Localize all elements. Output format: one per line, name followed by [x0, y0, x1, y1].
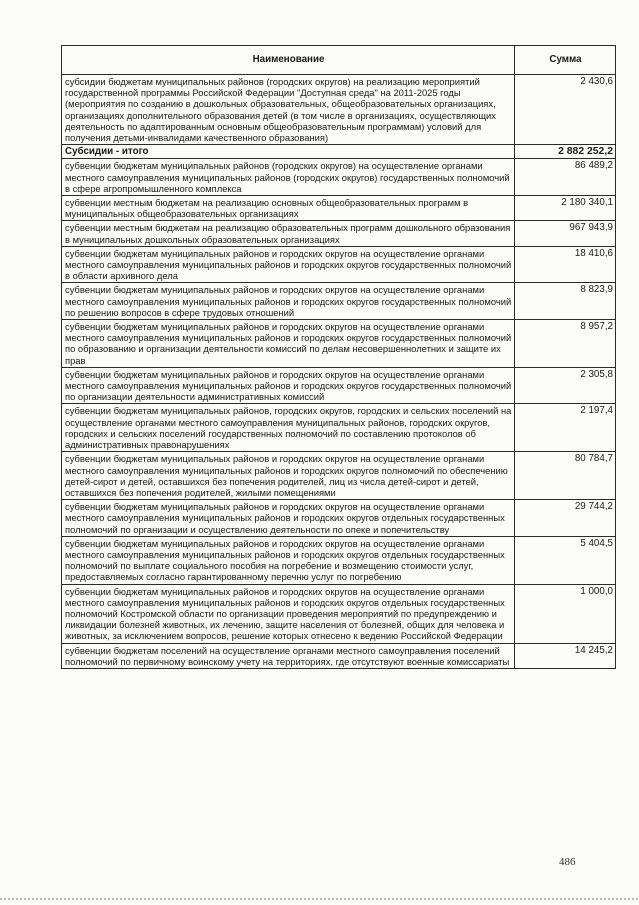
column-header-sum: Сумма: [515, 46, 616, 75]
row-name-cell: субвенции бюджетам муниципальных районов и городских округов на осуществление органами местного самоуправления муниципальных районов и городских округов полномочий по обеспечению детей-сирот и детей, оставшихся без попечения родителей, лиц из числа детей-сирот и детей, оставшихся без попечения родителей, жилыми помещениями: [62, 452, 515, 500]
row-name-cell: субвенции бюджетам муниципальных районов и городских округов на осуществление органами местного самоуправления муниципальных районов и городских округов отдельных государственных полномочий по организации и осуществлению деятельности по опеке и попечительству: [62, 500, 515, 537]
row-sum-cell: 2 180 340,1: [515, 196, 616, 221]
page-number: 486: [559, 856, 576, 868]
row-sum-cell: 29 744,2: [515, 500, 616, 537]
row-sum-cell: 14 245,2: [515, 643, 616, 668]
table-row: [62, 221, 616, 246]
row-sum-cell: 1 000,0: [515, 584, 616, 643]
row-name-cell: субвенции бюджетам муниципальных районов и городских округов на осуществление органами местного самоуправления муниципальных районов и городских округов отдельных государственных полномочий Костромской области по организации проведения мероприятий по предупреждению и ликвидации болезней животных, их лечению, защите населения от болезней, общих для человека и животных, за исключением вопросов, решение которых отнесено к ведению Российской Федерации: [62, 584, 515, 643]
row-sum-cell: 86 489,2: [515, 159, 616, 196]
table-body: [62, 75, 616, 669]
budget-table: [61, 45, 616, 669]
row-name-cell: субвенции бюджетам муниципальных районов (городских округов) на осуществление органами местного самоуправления муниципальных районов (городских округов) государственных полномочий в сфере агропромышленного комплекса: [62, 159, 515, 196]
column-header-name: Наименование: [62, 46, 515, 75]
table-row: [62, 536, 616, 584]
table-row: [62, 404, 616, 452]
table-row: [62, 283, 616, 320]
row-name-cell: субсидии бюджетам муниципальных районов (городских округов) на реализацию мероприятий государственной программы Российской Федерации "Доступная среда" на 2011-2025 годы (мероприятия по созданию в дошкольных образовательных, общеобразовательных организациях, организациях дополнительного образования детей (в том числе в организациях, осуществляющих деятельность по адаптированным основным общеобразовательным программам) условий для получения детьми-инвалидами качественного образования): [62, 75, 515, 145]
row-sum-cell: 8 823,9: [515, 283, 616, 320]
row-sum-cell: 2 305,8: [515, 367, 616, 404]
row-sum-cell: 80 784,7: [515, 452, 616, 500]
row-name-cell: субвенции бюджетам муниципальных районов и городских округов на осуществление органами местного самоуправления муниципальных районов и городских округов государственных полномочий по образованию и организации деятельности комиссий по делам несовершеннолетних и защите их прав: [62, 320, 515, 368]
table-total-row: [62, 145, 616, 159]
row-name-cell: субвенции бюджетам муниципальных районов и городских округов на осуществление органами местного самоуправления муниципальных районов и городских округов государственных полномочий по решению вопросов в сфере трудовых отношений: [62, 283, 515, 320]
scan-edge-decoration: [0, 898, 639, 900]
row-name-cell: субвенции бюджетам поселений на осуществление органами местного самоуправления поселений полномочий по первичному воинскому учету на территориях, где отсутствуют военные комиссариаты: [62, 643, 515, 668]
row-sum-cell: 5 404,5: [515, 536, 616, 584]
row-name-cell: субвенции местным бюджетам на реализацию основных общеобразовательных программ в муниципальных общеобразовательных организациях: [62, 196, 515, 221]
row-sum-cell: 8 957,2: [515, 320, 616, 368]
row-name-cell: Субсидии - итого: [62, 145, 515, 159]
row-sum-cell: 2 882 252,2: [515, 145, 616, 159]
table-row: [62, 246, 616, 283]
table-row: [62, 452, 616, 500]
row-name-cell: субвенции бюджетам муниципальных районов, городских округов, городских и сельских поселений на осуществление органами местного самоуправления муниципальных районов, городских округов, городских и сельских поселений государственных полномочий по составлению протоколов об административных правонарушениях: [62, 404, 515, 452]
table-row: [62, 75, 616, 145]
table-row: [62, 643, 616, 668]
row-sum-cell: 2 197,4: [515, 404, 616, 452]
table-row: [62, 159, 616, 196]
table-row: [62, 500, 616, 537]
row-name-cell: субвенции бюджетам муниципальных районов и городских округов на осуществление органами местного самоуправления муниципальных районов и городских округов отдельных государственных полномочий по выплате социального пособия на погребение и возмещению стоимости услуг, предоставляемых согласно гарантированному перечню услуг по погребению: [62, 536, 515, 584]
row-sum-cell: 2 430,6: [515, 75, 616, 145]
row-sum-cell: 967 943,9: [515, 221, 616, 246]
table-header-row: [62, 46, 616, 75]
table-row: [62, 367, 616, 404]
row-name-cell: субвенции местным бюджетам на реализацию образовательных программ дошкольного образования в муниципальных дошкольных образовательных организациях: [62, 221, 515, 246]
row-sum-cell: 18 410,6: [515, 246, 616, 283]
row-name-cell: субвенции бюджетам муниципальных районов и городских округов на осуществление органами местного самоуправления муниципальных районов и городских округов государственных полномочий по организации деятельности административных комиссий: [62, 367, 515, 404]
table-row: [62, 196, 616, 221]
row-name-cell: субвенции бюджетам муниципальных районов и городских округов на осуществление органами местного самоуправления муниципальных районов и городских округов государственных полномочий в области архивного дела: [62, 246, 515, 283]
table-row: [62, 320, 616, 368]
table-row: [62, 584, 616, 643]
